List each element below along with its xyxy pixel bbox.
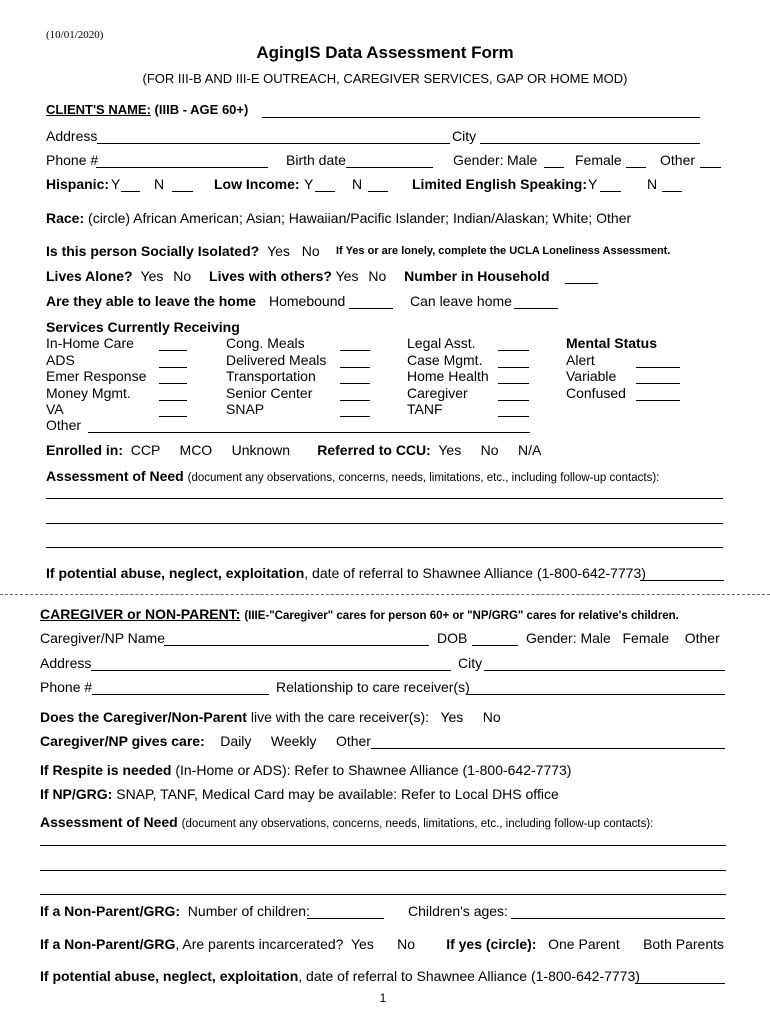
- caregiver-name-field[interactable]: [164, 645, 429, 646]
- caregiver-assessment-line[interactable]: [40, 894, 726, 895]
- caregiver-heading: CAREGIVER or NON-PARENT:: [40, 606, 241, 622]
- children-ages-label: Children's ages:: [408, 903, 508, 919]
- npgrg-text: SNAP, TANF, Medical Card may be available: Refer to Local DHS office: [116, 786, 559, 802]
- can-leave-label: Can leave home: [410, 293, 512, 309]
- caregiver-assessment-row: [40, 815, 653, 831]
- service-blank[interactable]: [159, 400, 187, 401]
- lives-alone-yes[interactable]: Yes: [140, 268, 164, 284]
- service-item: VA: [46, 401, 64, 417]
- ifyes-options[interactable]: One Parent Both Parents: [548, 936, 724, 952]
- assessment-line[interactable]: [46, 523, 723, 524]
- client-phone-field[interactable]: [96, 167, 268, 168]
- mental-blank[interactable]: [636, 400, 680, 401]
- low-income-n: N: [352, 176, 363, 192]
- service-item: Transportation: [226, 368, 316, 384]
- client-name-label: CLIENT'S NAME:: [46, 102, 151, 117]
- mental-item: Confused: [566, 385, 626, 401]
- service-blank[interactable]: [340, 383, 370, 384]
- assessment-row: [46, 469, 659, 485]
- service-item: Money Mgmt.: [46, 385, 131, 401]
- les-y-field[interactable]: [600, 191, 621, 192]
- gives-care-other-field[interactable]: [371, 748, 725, 749]
- service-item: Emer Response: [46, 368, 147, 384]
- form-subtitle: (FOR III-B AND III-E OUTREACH, CAREGIVER SERVICES, GAP OR HOME MOD): [142, 71, 628, 86]
- children-label: If a Non-Parent/GRG:: [40, 903, 181, 919]
- client-gender-female-field[interactable]: [626, 167, 646, 168]
- lives-with-options[interactable]: Yes No: [440, 709, 501, 725]
- caregiver-abuse-date-field[interactable]: [635, 983, 725, 984]
- service-item: Other: [46, 417, 82, 433]
- client-city-field[interactable]: [480, 143, 700, 144]
- household-label: Number in Household: [404, 268, 550, 284]
- client-address-field[interactable]: [97, 143, 450, 144]
- children-ages-field[interactable]: [511, 918, 725, 919]
- caregiver-gender-row: [526, 631, 720, 645]
- caregiver-dob-field[interactable]: [472, 645, 518, 646]
- leave-home-label: Are they able to leave the home: [46, 293, 257, 309]
- service-item: Home Health: [407, 368, 489, 384]
- assessment-label: Assessment of Need: [46, 468, 184, 484]
- form-title: AgingIS Data Assessment Form: [256, 43, 514, 62]
- lives-with-row: [40, 710, 501, 724]
- mental-blank[interactable]: [636, 367, 680, 368]
- ifyes-label: If yes (circle):: [446, 936, 537, 952]
- caregiver-city-field[interactable]: [484, 670, 725, 671]
- abuse-label: If potential abuse, neglect, exploitation: [46, 565, 305, 581]
- mental-item: Variable: [566, 368, 617, 384]
- client-gender-other-field[interactable]: [700, 167, 721, 168]
- page-number: 1: [379, 991, 387, 1005]
- homebound-field[interactable]: [349, 308, 393, 309]
- mental-status-heading: Mental Status: [566, 335, 658, 351]
- mental-item: Alert: [566, 352, 595, 368]
- npgrg-label: If NP/GRG:: [40, 786, 113, 802]
- gives-care-row: [40, 734, 371, 748]
- abuse-date-field[interactable]: [640, 580, 724, 581]
- service-item: Senior Center: [226, 385, 313, 401]
- incarcerated-label: If a Non-Parent/GRG: [40, 936, 176, 952]
- service-blank[interactable]: [498, 367, 529, 368]
- caregiver-abuse-row: [40, 969, 640, 983]
- household-field[interactable]: [565, 283, 598, 284]
- abuse-text: , date of referral to Shawnee Alliance (1-800-642-7773): [304, 565, 646, 581]
- low-income-y: Y: [304, 176, 314, 192]
- hispanic-n: N: [154, 176, 165, 192]
- children-text: Number of children:: [187, 903, 310, 919]
- service-blank[interactable]: [340, 367, 370, 368]
- section-divider: [0, 594, 770, 595]
- client-address-label: Address: [46, 128, 98, 144]
- hispanic-y-field[interactable]: [121, 191, 140, 192]
- les-n-field[interactable]: [662, 191, 682, 192]
- hispanic-n-field[interactable]: [172, 191, 193, 192]
- lives-others-no[interactable]: No: [368, 268, 387, 284]
- isolated-yes[interactable]: Yes: [267, 243, 290, 259]
- caregiver-heading-row: [40, 607, 679, 623]
- respite-label: If Respite is needed: [40, 762, 172, 778]
- lives-with-label: Does the Caregiver/Non-Parent: [40, 709, 247, 725]
- caregiver-assessment-note: (document any observations, concerns, needs, limitations, etc., including follow-up contacts):: [181, 818, 654, 830]
- assessment-line[interactable]: [46, 547, 723, 548]
- ccu-label: Referred to CCU:: [317, 442, 431, 458]
- lives-alone-no[interactable]: No: [173, 268, 192, 284]
- client-gender-female: Female: [575, 152, 622, 168]
- service-blank[interactable]: [498, 383, 529, 384]
- abuse-row: [46, 566, 646, 580]
- ucla-note: If Yes or are lonely, complete the UCLA Loneliness Assessment.: [336, 245, 671, 257]
- service-blank[interactable]: [498, 416, 529, 417]
- low-income-n-field[interactable]: [368, 191, 388, 192]
- client-name-field[interactable]: [262, 117, 700, 118]
- caregiver-assessment-line[interactable]: [40, 870, 726, 871]
- caregiver-relationship-field[interactable]: [467, 694, 725, 695]
- race-row: [46, 211, 631, 225]
- form-date: (10/01/2020): [46, 29, 104, 41]
- caregiver-abuse-text: , date of referral to Shawnee Alliance (1-800-642-7773): [298, 968, 640, 984]
- client-gender-male: Male: [507, 152, 538, 168]
- homebound-label: Homebound: [269, 293, 346, 309]
- hispanic-y: Y: [111, 176, 121, 192]
- service-blank[interactable]: [159, 416, 187, 417]
- race-options[interactable]: (circle) African American; Asian; Hawaiian/Pacific Islander; Indian/Alaskan; White; Other: [88, 210, 632, 226]
- ccu-options[interactable]: Yes No N/A: [438, 442, 542, 458]
- caregiver-dob-label: DOB: [437, 630, 468, 646]
- service-item: ADS: [46, 352, 75, 368]
- service-blank[interactable]: [498, 400, 529, 401]
- caregiver-address-field[interactable]: [91, 670, 451, 671]
- lives-others-label: Lives with others?: [209, 268, 332, 284]
- service-blank[interactable]: [340, 400, 370, 401]
- hispanic-label: Hispanic:: [46, 176, 110, 192]
- assessment-line[interactable]: [46, 498, 723, 499]
- service-item: Caregiver: [407, 385, 468, 401]
- service-blank[interactable]: [159, 383, 187, 384]
- service-blank[interactable]: [340, 350, 370, 351]
- caregiver-assessment-label: Assessment of Need: [40, 814, 178, 830]
- caregiver-phone-field[interactable]: [92, 694, 269, 695]
- services-heading: Services Currently Receiving: [46, 319, 240, 335]
- client-city-label: City: [452, 128, 477, 144]
- caregiver-gender-options[interactable]: Male Female Other: [580, 630, 720, 646]
- service-blank[interactable]: [159, 350, 187, 351]
- service-item: Legal Asst.: [407, 335, 476, 351]
- incarcerated-row: [40, 937, 724, 951]
- les-n: N: [647, 176, 658, 192]
- lives-row: [46, 269, 550, 283]
- isolated-no[interactable]: No: [301, 243, 320, 259]
- caregiver-relationship-label: Relationship to care receiver(s): [276, 679, 470, 695]
- children-count-field[interactable]: [307, 918, 384, 919]
- service-blank[interactable]: [159, 367, 187, 368]
- respite-row: [40, 763, 571, 777]
- service-other-field[interactable]: [88, 432, 530, 433]
- service-item: TANF: [407, 401, 443, 417]
- enrolled-row: [46, 443, 541, 457]
- caregiver-heading-note: (IIIE-"Caregiver" cares for person 60+ or "NP/GRG" cares for relative's children.: [244, 610, 679, 622]
- client-phone-label: Phone #: [46, 152, 99, 168]
- children-row: [40, 904, 310, 918]
- respite-text: (In-Home or ADS): Refer to Shawnee Alliance (1-800-642-7773): [175, 762, 572, 778]
- service-blank[interactable]: [340, 416, 370, 417]
- isolated-row: [46, 244, 320, 258]
- npgrg-row: [40, 787, 559, 801]
- gives-care-label: Caregiver/NP gives care:: [40, 733, 205, 749]
- lives-alone-label: Lives Alone?: [46, 268, 133, 284]
- client-birth-field[interactable]: [346, 167, 433, 168]
- client-birth-label: Birth date: [286, 152, 346, 168]
- caregiver-city-label: City: [458, 655, 483, 671]
- client-gender-male-field[interactable]: [544, 167, 564, 168]
- les-y: Y: [588, 176, 598, 192]
- service-item: Delivered Meals: [226, 352, 327, 368]
- caregiver-phone-label: Phone #: [40, 679, 93, 695]
- service-item: SNAP: [226, 401, 265, 417]
- gives-care-options[interactable]: Daily Weekly Other: [220, 733, 371, 749]
- service-blank[interactable]: [498, 350, 529, 351]
- service-item: In-Home Care: [46, 335, 134, 351]
- lives-with-text: live with the care receiver(s):: [250, 709, 430, 725]
- low-income-label: Low Income:: [214, 176, 300, 192]
- les-label: Limited English Speaking:: [412, 176, 588, 192]
- caregiver-address-label: Address: [40, 655, 92, 671]
- assessment-note: (document any observations, concerns, needs, limitations, etc., including follow-up contacts):: [187, 472, 660, 484]
- isolated-label: Is this person Socially Isolated?: [46, 243, 260, 259]
- race-label: Race:: [46, 210, 85, 226]
- service-item: Cong. Meals: [226, 335, 305, 351]
- caregiver-gender-label: Gender:: [526, 630, 577, 646]
- caregiver-abuse-label: If potential abuse, neglect, exploitation: [40, 968, 299, 984]
- lives-others-yes[interactable]: Yes: [335, 268, 359, 284]
- service-item: Case Mgmt.: [407, 352, 483, 368]
- enrolled-options[interactable]: CCP MCO Unknown: [130, 442, 291, 458]
- client-gender-label: Gender:: [453, 152, 504, 168]
- caregiver-name-label: Caregiver/NP Name: [40, 630, 166, 646]
- mental-blank[interactable]: [636, 383, 680, 384]
- can-leave-field[interactable]: [514, 308, 558, 309]
- client-gender-other: Other: [660, 152, 696, 168]
- enrolled-label: Enrolled in:: [46, 442, 123, 458]
- incarcerated-text[interactable]: , Are parents incarcerated? Yes No: [175, 936, 416, 952]
- low-income-y-field[interactable]: [315, 191, 335, 192]
- client-name-suffix: (IIIB - AGE 60+): [154, 102, 249, 117]
- caregiver-assessment-line[interactable]: [40, 845, 726, 846]
